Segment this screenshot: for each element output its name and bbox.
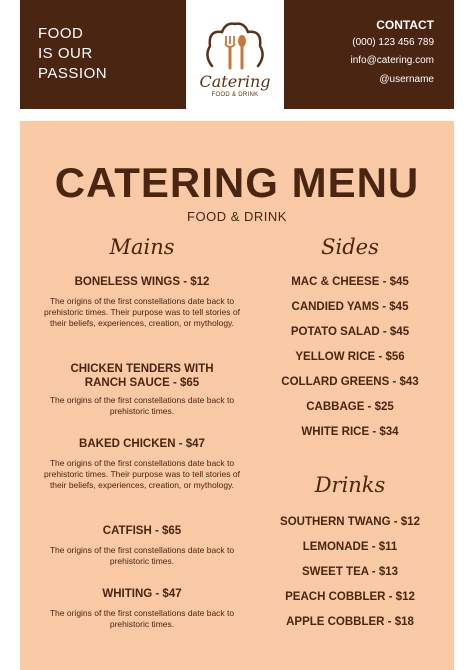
drinks-item: SWEET TEA - $13 xyxy=(301,566,399,578)
contact-phone: (000) 123 456 789 xyxy=(352,37,434,48)
header-tagline-block xyxy=(20,0,186,109)
contact-title: CONTACT xyxy=(376,18,434,32)
mains-item-name: BONELESS WINGS - $12 xyxy=(74,276,210,288)
menu-title: CATERING MENU xyxy=(54,159,420,206)
drinks-item: APPLE COBBLER - $18 xyxy=(286,616,414,628)
mains-item-desc: The origins of the first constellations date back to prehistoric times. xyxy=(49,395,235,416)
mains-item-desc: The origins of the first constellations date back to prehistoric times. xyxy=(49,545,235,566)
logo-name: Catering xyxy=(199,72,271,91)
fork-icon xyxy=(225,36,235,68)
drinks-item: SOUTHERN TWANG - $12 xyxy=(280,516,420,528)
mains-item-desc: The origins of the first constellations date back to prehistoric times. Their purpose was to tell stories of their beliefs, experiences, creation, or mythology. xyxy=(44,458,240,490)
mains-heading: Mains xyxy=(109,235,175,259)
chef-hat-icon xyxy=(202,20,268,72)
mains-item-name: BAKED CHICKEN - $47 xyxy=(79,438,205,450)
drinks-item: PEACH COBBLER - $12 xyxy=(285,591,415,603)
menu-panel xyxy=(20,121,454,670)
logo xyxy=(186,0,284,109)
contact-block xyxy=(284,0,454,109)
sides-item: COLLARD GREENS - $43 xyxy=(281,376,419,388)
drinks-heading: Drinks xyxy=(314,473,386,497)
mains-item-desc: The origins of the first constellations date back to prehistoric times. Their purpose was to tell stories of their beliefs, experiences, creation, or mythology. xyxy=(44,296,240,328)
mains-item-desc: The origins of the first constellations date back to prehistoric times. xyxy=(49,608,235,629)
tagline: FOOD IS OUR PASSION xyxy=(38,25,108,82)
sides-item: POTATO SALAD - $45 xyxy=(290,326,410,338)
sides-item: YELLOW RICE - $56 xyxy=(295,351,405,363)
spoon-icon xyxy=(238,35,246,68)
mains-item-name: CHICKEN TENDERS WITH RANCH SAUCE - $65 xyxy=(70,363,214,389)
sides-item: MAC & CHEESE - $45 xyxy=(291,276,409,288)
sides-item: CABBAGE - $25 xyxy=(306,401,394,413)
mains-item-name: CATFISH - $65 xyxy=(102,525,182,537)
sides-item: CANDIED YAMS - $45 xyxy=(291,301,409,313)
sides-item: WHITE RICE - $34 xyxy=(301,426,399,438)
logo-subtitle: FOOD & DRINK xyxy=(211,92,259,98)
contact-email[interactable]: info@catering.com xyxy=(350,55,434,66)
menu-subtitle: FOOD & DRINK xyxy=(187,209,287,224)
contact-social[interactable]: @username xyxy=(379,74,434,85)
sides-heading: Sides xyxy=(321,235,379,259)
drinks-item: LEMONADE - $11 xyxy=(302,541,398,553)
mains-item-name: WHITING - $47 xyxy=(102,588,182,600)
